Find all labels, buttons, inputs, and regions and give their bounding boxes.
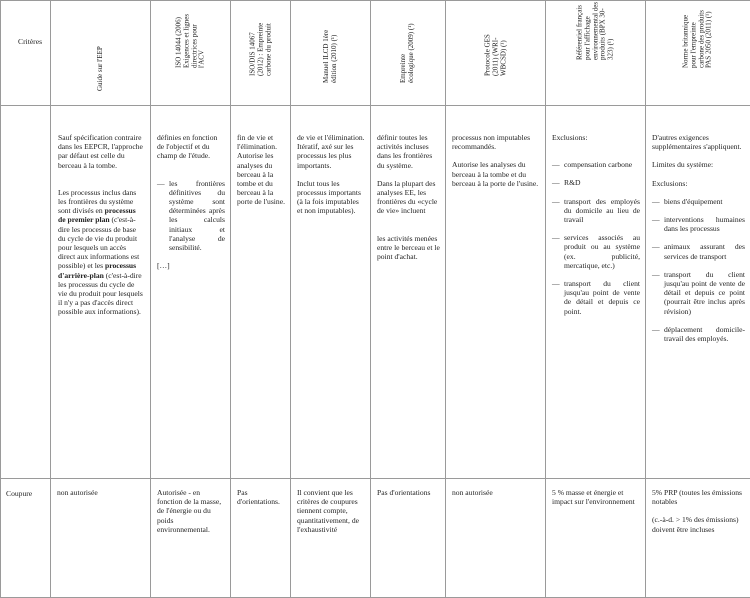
cutoff-col-3: Pas d'orientations. [231, 479, 291, 598]
boundary-c7-item: — transport des employés du domicile au lieu de travail [552, 197, 640, 225]
boundary-col-4 [291, 106, 371, 479]
cutoff-col-5: Pas d'orientations [371, 479, 446, 598]
boundary-c7-title: Exclusions: [552, 133, 640, 142]
cutoff-label: Coupure [1, 479, 51, 598]
boundary-col-7 [546, 106, 646, 479]
cutoff-col-8: 5% PRP (toutes les émissions notables (c.-à-d. > 1% des émissions) doivent être incluses [646, 479, 750, 598]
cutoff-row [1, 479, 750, 598]
cutoff-col-4: Il convient que les critères de coupures tiennent compte, quantitativement, de l'exhaustivité [291, 479, 371, 598]
boundary-c6-p1: processus non imputables recommandés. [452, 133, 540, 151]
header-col-7: Référentiel français pour l'affichage environnemental des produits (BPX 30-323) (¹) [546, 1, 646, 106]
boundary-c2-p1: définies en fonction de l'objectif et du champ de l'étude. [157, 133, 225, 161]
header-col-2: ISO 14044 (2006) Exigences et lignes directrices pour l'ACV [151, 1, 231, 106]
boundary-c4-p1: de vie et l'élimination. Itératif, axé sur les processus les plus importants. [297, 133, 365, 170]
boundary-c7-item: — transport du client jusqu'au point de vente de détail et depuis ce point. [552, 279, 640, 316]
boundary-col-2 [151, 106, 231, 479]
boundary-col-6 [446, 106, 546, 479]
header-row [1, 1, 750, 106]
header-col-1: Guide sur l'EEP [51, 1, 151, 106]
header-col-8: Norme britannique pour l'empreinte carbone des produits PAS 2050 (2011) (¹) [646, 1, 750, 106]
boundary-c7-item: — compensation carbone [552, 160, 640, 169]
boundary-c5-p2: Dans la plupart des analyses EE, les frontières du «cycle de vie» incluent [377, 179, 440, 216]
boundary-c7-item: — R&D [552, 178, 640, 187]
boundary-c8-item: — déplacement domicile-travail des employés. [652, 325, 745, 343]
boundary-c6-p2: Autorise les analyses du berceau à la tombe et du berceau à la porte de l'usine. [452, 160, 540, 188]
boundary-c8-item: — interventions humaines dans les processus [652, 215, 745, 233]
boundary-c2-ellipsis: […] [157, 261, 225, 270]
header-col-4: Manuel ILCD 1ère édition (2010) (¹) [291, 1, 371, 106]
header-criteria: Critères [1, 1, 51, 106]
boundary-c4-p2: Inclut tous les processus importants (à la fois imputables et non imputables). [297, 179, 365, 216]
header-col-3: ISO/DIS 14067 (2012) : Empreinte carbone du produit [231, 1, 291, 106]
boundary-c8-item: — transport du client jusqu'au point de vente de détail et depuis ce point (pourrait être inclus après révision) [652, 270, 745, 316]
header-col-6: Protocole GES (2011) (WRI-WBCSD) (¹) [446, 1, 546, 106]
cutoff-col-6: non autorisée [446, 479, 546, 598]
boundary-col-5 [371, 106, 446, 479]
boundary-c8-item: — animaux assurant des services de transport [652, 242, 745, 260]
boundary-c5-p3: les activités menées entre le berceau et le point d'achat. [377, 234, 440, 262]
boundary-c5-p1: définir toutes les activités incluses dans les frontières du système. [377, 133, 440, 170]
cutoff-col-2: Autorisée - en fonction de la masse, de l'énergie ou du poids environnemental. [151, 479, 231, 598]
boundary-c8-p2: Limites du système: [652, 160, 745, 169]
boundary-c8-p3: Exclusions: [652, 179, 745, 188]
boundary-c2-item: — les frontières définitives du système sont déterminées après les calculs initiaux et l'analyse de sensibilité. [157, 179, 225, 253]
boundary-c1-p2: Les processus inclus dans les frontières du système sont divisés en processus de premier plan (c'est-à-dire les processus de base du cycle de vie du produit pour lesquels un accès direct aux informations est possible) et les processus d'arrière-plan (c'est-à-dire les processus du cycle de vie du produit pour lesquels il n'y a pas d'accès direct possible aux informations). [58, 188, 145, 317]
cutoff-col-7: 5 % masse et énergie et impact sur l'environnement [546, 479, 646, 598]
cutoff-col-1: non autorisée [51, 479, 151, 598]
boundary-label [1, 106, 51, 479]
boundary-col-3 [231, 106, 291, 479]
boundary-col-8 [646, 106, 750, 479]
boundary-c3-p1: fin de vie et l'élimination. Autorise les analyses du berceau à la tombe et du berceau à la porte de l'usine. [237, 133, 285, 207]
boundary-row [1, 106, 750, 479]
boundary-c8-p1: D'autres exigences supplémentaires s'appliquent. [652, 133, 745, 151]
boundary-col-1 [51, 106, 151, 479]
boundary-c8-item: — biens d'équipement [652, 197, 745, 206]
boundary-c7-item: — services associés au produit ou au système (ex. publicité, mercatique, etc.) [552, 233, 640, 270]
header-col-5: Empreinte écologique (2009) (¹) [371, 1, 446, 106]
boundary-c1-p1: Sauf spécification contraire dans les EEPCR, l'approche par défaut est celle du berceau à la tombe. [58, 133, 145, 170]
